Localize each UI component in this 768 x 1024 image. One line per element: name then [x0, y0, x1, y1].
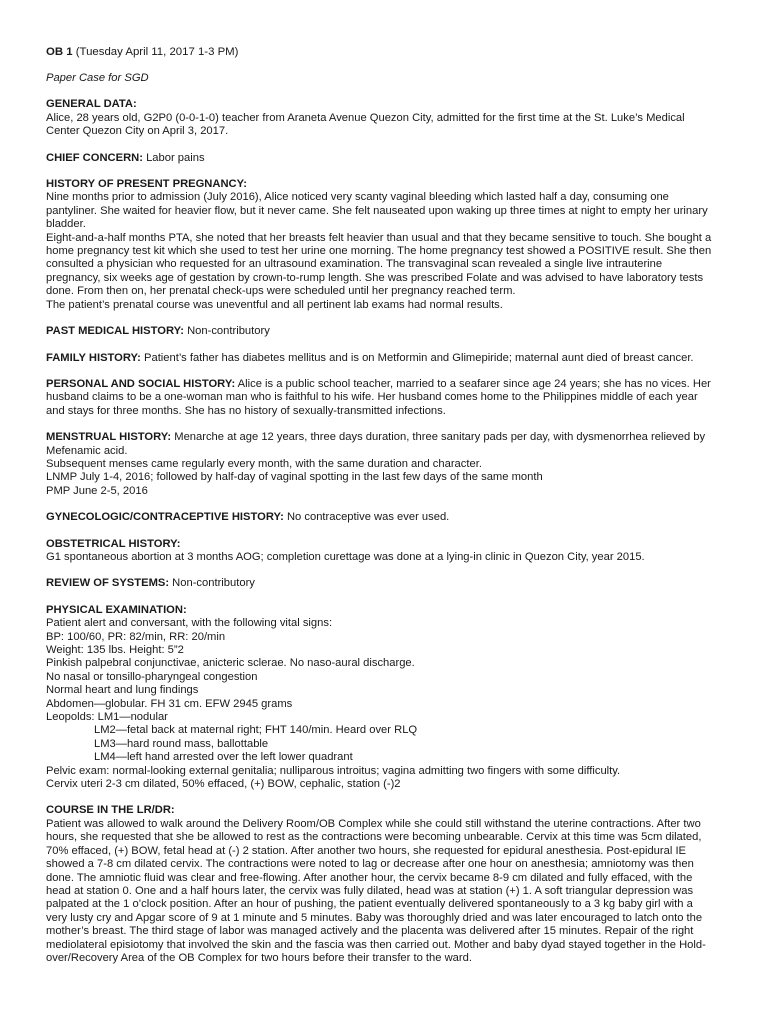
gynecologic-line — [46, 511, 722, 524]
text-line: pantyliner. She waited for heavier flow, but it never came. She felt nauseated upon waking up three times at night to empty her urinary — [46, 204, 708, 217]
section-text: Patient’s father has diabetes mellitus and is on Metformin and Glimepiride; maternal aunt died of breast cancer. — [140, 351, 694, 364]
title-date: (Tuesday April 11, 2017 1-3 PM) — [72, 46, 239, 58]
section-course — [46, 804, 722, 965]
section-present-pregnancy — [46, 178, 722, 312]
text-line: bladder. — [46, 218, 86, 231]
text-line: pregnancy, six weeks age of gestation by crown-to-rump length. She was prescribed Folate and was advised to have laboratory tests — [46, 271, 704, 284]
section-family-history — [46, 352, 722, 365]
text-line: Nine months prior to admission (July 2016), Alice noticed very scanty vaginal bleeding which lasted half a day, consuming one — [46, 191, 669, 204]
text-line: head at station 0. One and a half hours later, the cervix was fully dilated, head was at station (+) 1. A soft triangular depression was — [46, 884, 694, 897]
section-heading: PHYSICAL EXAMINATION: — [46, 603, 187, 616]
section-heading: CHIEF CONCERN: — [46, 151, 143, 164]
section-past-medical — [46, 325, 722, 338]
family-history-line — [46, 352, 722, 365]
section-heading: MENSTRUAL HISTORY: — [46, 431, 172, 444]
section-heading: PAST MEDICAL HISTORY: — [46, 325, 184, 338]
text-line: PMP June 2-5, 2016 — [46, 484, 148, 497]
text-line: Abdomen—globular. FH 31 cm. EFW 2945 grams — [46, 697, 293, 710]
text-line: No nasal or tonsillo-pharyngeal congestion — [46, 670, 258, 683]
text-line: palpated at the 1 o’clock position. After an hour of pushing, the patient eventually delivered spontaneously to a 3 kg baby girl with a — [46, 898, 693, 911]
text-line: Pelvic exam: normal-looking external genitalia; nulliparous introitus; vagina admitting two fingers with some difficulty. — [46, 764, 621, 777]
text-line: 70% effaced, (+) BOW, fetal head at (-) 2 station. After another two hours, she requested for epidural anesthesia. Post-epidural IE — [46, 844, 687, 857]
text-line — [46, 431, 722, 444]
text-line: Leopolds: LM1—nodular — [46, 711, 168, 724]
section-heading: COURSE IN THE LR/DR: — [46, 804, 175, 817]
text-line: LNMP July 1-4, 2016; followed by half-day of vaginal spotting in the last few days of the same month — [46, 471, 543, 484]
leopold-maneuver-line: LM3—hard round mass, ballottable — [94, 737, 269, 750]
title-code: OB 1 — [46, 46, 73, 58]
text-line — [46, 378, 722, 391]
section-text: Non-contributory — [169, 577, 255, 590]
past-medical-line — [46, 325, 722, 338]
section-heading: HISTORY OF PRESENT PREGNANCY: — [46, 178, 247, 191]
text-line: Pinkish palpebral conjunctivae, anicteric sclerae. No naso-aural discharge. — [46, 657, 415, 670]
text-line: Mefenamic acid. — [46, 444, 128, 457]
text-line: Patient was allowed to walk around the Delivery Room/OB Complex while she could still withstand the uterine contractions. After two — [46, 817, 701, 830]
section-general-data — [46, 98, 722, 138]
text-line: showed a 7-8 cm dilated cervix. The contractions were noted to lag or decrease after one hour on anesthesia; amniotomy was then — [46, 858, 694, 871]
text-line: done. From then on, her prenatal check-ups were scheduled until her pregnancy reached term. — [46, 285, 516, 298]
section-review-systems — [46, 577, 722, 590]
text-line: and stays for three months. She has no history of sexually-transmitted infections. — [46, 404, 446, 417]
text-line: husband claims to be a one-woman man who is faithful to his wife. Her husband comes home to the Philippines middle of each year — [46, 391, 698, 404]
section-gynecologic — [46, 511, 722, 524]
section-obstetrical — [46, 538, 722, 565]
text-line: done. The amniotic fluid was clear and free-flowing. After another hour, the cervix became 8-9 cm dilated and fully effaced, with the — [46, 871, 693, 884]
text-line: mediolateral episiotomy that involved the skin and the fascia was then carried out. Mother and baby dyad stayed together in the Hold- — [46, 938, 706, 951]
document-page — [46, 45, 722, 965]
text-line: very lusty cry and Apgar score of 9 at 1 minute and 5 minutes. Baby was thoroughly dried and was later encouraged to latch onto the — [46, 911, 703, 924]
section-text: Labor pains — [142, 151, 205, 164]
text-line: home pregnancy test kit which she used to test her urine one morning. The home pregnancy test showed a POSITIVE result. She then — [46, 245, 712, 258]
text-line: Cervix uteri 2-3 cm dilated, 50% effaced, (+) BOW, cephalic, station (-)2 — [46, 778, 401, 791]
section-physical-exam — [46, 604, 722, 792]
text-line: Weight: 135 lbs. Height: 5”2 — [46, 644, 184, 656]
text-line: over/Recovery Area of the OB Complex for two hours before their transfer to the ward. — [46, 951, 472, 964]
text-line: Alice, 28 years old, G2P0 (0-0-1-0) teacher from Araneta Avenue Quezon City, admitted for the first time at the St. Luke’s Medical — [46, 111, 685, 124]
chief-concern-line — [46, 152, 722, 165]
section-heading: REVIEW OF SYSTEMS: — [46, 577, 170, 590]
review-systems-line — [46, 577, 722, 590]
section-text: Menarche at age 12 years, three days duration, three sanitary pads per day, with dysmenorrhea relieved by — [171, 431, 706, 444]
section-menstrual — [46, 431, 722, 498]
text-line: consulted a physician who requested for an ultrasound examination. The transvaginal scan revealed a single live intrauterine — [46, 258, 663, 271]
section-personal-social — [46, 378, 722, 418]
text-line: Center Quezon City on April 3, 2017. — [46, 125, 229, 138]
text-line: G1 spontaneous abortion at 3 months AOG; completion curettage was done at a lying-in clinic in Quezon City, year 2015. — [46, 550, 645, 563]
section-heading: FAMILY HISTORY: — [46, 351, 141, 364]
leopold-maneuver-line: LM2—fetal back at maternal right; FHT 140/min. Heard over RLQ — [94, 724, 418, 737]
section-text: Non-contributory — [183, 325, 270, 338]
text-line: Subsequent menses came regularly every month, with the same duration and character. — [46, 457, 482, 470]
section-text: Alice is a public school teacher, married to a seafarer since age 24 years; she has no vices. Her — [235, 377, 711, 390]
section-text: No contraceptive was ever used. — [283, 511, 450, 524]
text-line: hours, she requested that she be allowed to rest as the contractions were becoming unbearable. Cervix at this time was 5cm dilated, — [46, 831, 702, 844]
document-title — [46, 45, 722, 59]
text-line: mother’s breast. The third stage of labor was managed actively and the placenta was delivered after 15 minutes. Repair of the right — [46, 925, 694, 938]
text-line: The patient’s prenatal course was uneventful and all pertinent lab exams had normal results. — [46, 298, 503, 311]
document-subtitle: Paper Case for SGD — [46, 72, 149, 84]
text-line: Patient alert and conversant, with the following vital signs: — [46, 617, 333, 630]
section-chief-concern — [46, 152, 722, 165]
leopold-maneuver-line: LM4—left hand arrested over the left lower quadrant — [94, 751, 353, 764]
text-line: Eight-and-a-half months PTA, she noted that her breasts felt heavier than usual and that they became sensitive to touch. She bought a — [46, 231, 712, 244]
section-heading: OBSTETRICAL HISTORY: — [46, 537, 181, 550]
section-heading: PERSONAL AND SOCIAL HISTORY: — [46, 377, 236, 390]
text-line: Normal heart and lung findings — [46, 684, 199, 697]
section-heading: GENERAL DATA: — [46, 98, 137, 111]
section-heading: GYNECOLOGIC/CONTRACEPTIVE HISTORY: — [46, 511, 284, 524]
text-line: BP: 100/60, PR: 82/min, RR: 20/min — [46, 630, 226, 643]
